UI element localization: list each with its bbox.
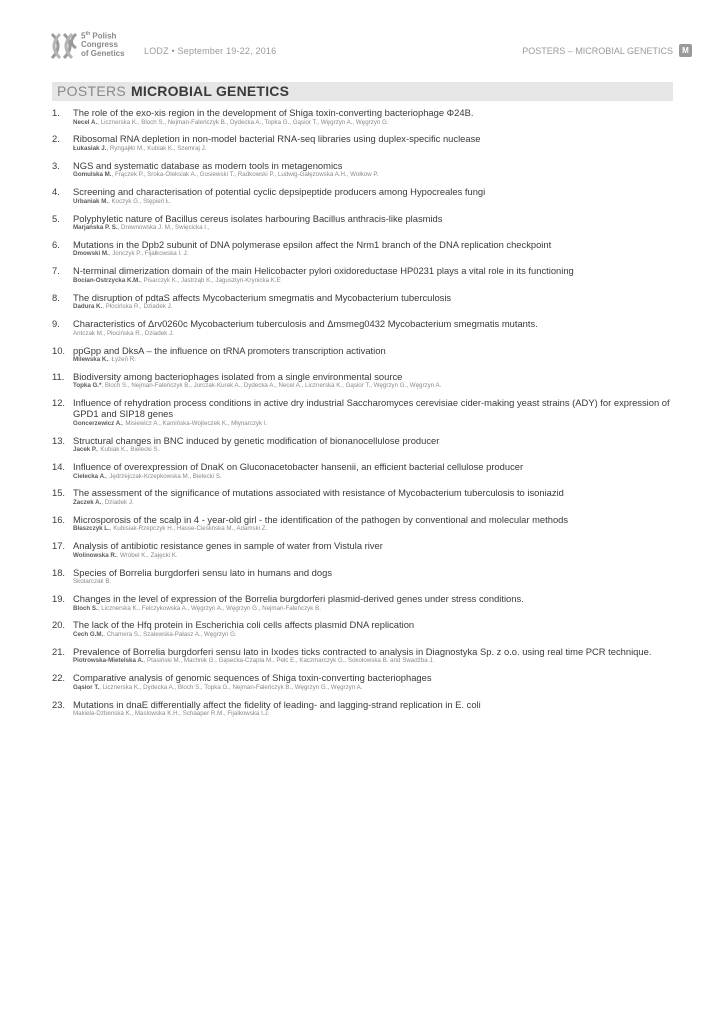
co-authors: , Ryngajłło M., Kubiak K., Szemraj J.: [106, 144, 207, 152]
poster-number: 7.: [52, 265, 60, 277]
presenting-author: Urbaniak M.: [73, 197, 109, 205]
poster-entry: [52, 646, 682, 665]
section-badge: M: [679, 44, 692, 57]
poster-number: 11.: [52, 370, 65, 382]
poster-authors: [73, 198, 682, 206]
poster-entry: [52, 345, 682, 364]
poster-title: The lack of the Hfq protein in Escherichia coli cells affects plasmid DNA replication: [73, 619, 415, 631]
poster-title: Prevalence of Borrelia burgdorferi sensu lato in Ixodes ticks contracted to analysis in Diagnostyka Sp. z o.o. using real time PCR technique.: [73, 645, 652, 657]
poster-number: 14.: [52, 461, 66, 473]
poster-authors: [73, 710, 682, 718]
presenting-author: Dadura K.: [73, 303, 103, 311]
poster-title: Microsporosis of the scalp in 4 - year-old girl - the identification of the pathogen by conventional and molecular methods: [73, 513, 569, 525]
poster-authors: [73, 330, 682, 338]
poster-number: 13.: [52, 434, 66, 446]
presenting-author: Milewska K.: [73, 356, 109, 364]
poster-authors: [73, 631, 682, 639]
presenting-author: Piotrowska-Mietelska A.: [73, 657, 144, 665]
poster-title: Screening and characterisation of potential cyclic depsipeptide producers among Hypocreales fungi: [73, 186, 486, 198]
co-authors: , Misiewicz A., Kamińska-Wojteczek K., Młynarczyk I.: [121, 419, 268, 427]
poster-authors: [73, 446, 682, 454]
poster-title: ppGpp and DksA – the influence on tRNA promoters transcription activation: [73, 344, 386, 356]
poster-authors: [73, 171, 682, 179]
poster-entry: [52, 567, 682, 586]
poster-entry: [52, 699, 682, 718]
co-authors: , Licznerska K., Felczykowska A., Węgrzyn A., Węgrzyn G., Nejman-Faleńczyk B.: [97, 604, 321, 612]
poster-number: 3.: [52, 159, 60, 171]
co-authors: Antczak M., Płocińska R., Dziadek J.: [73, 329, 174, 337]
poster-title: The disruption of pdtaS affects Mycobacterium smegmatis and Mycobacterium tuberculosis: [73, 291, 452, 303]
poster-number: 5.: [52, 212, 60, 224]
co-authors: Skotarczak B.: [73, 578, 112, 586]
co-authors: , Pisarczyk K., Jastrząb K., Jagusztyn-Krynicka K.E: [140, 276, 281, 284]
section-title-bar: [52, 82, 673, 101]
poster-number: 22.: [52, 672, 66, 684]
poster-entry: [52, 461, 682, 480]
poster-title: Mutations in the Dpb2 subunit of DNA polymerase epsilon affect the Nrm1 branch of the DNA replication checkpoint: [73, 238, 552, 250]
presenting-author: Topka G.*: [73, 382, 102, 390]
poster-authors: [73, 420, 682, 428]
poster-title: The role of the exo-xis region in the development of Shiga toxin-converting bacteriophage Φ24B.: [73, 107, 474, 118]
poster-entry: [52, 107, 682, 126]
poster-authors: [73, 277, 682, 285]
poster-entry: [52, 292, 682, 311]
poster-entry: [52, 435, 682, 454]
section-title: MICROBIAL GENETICS: [131, 83, 290, 99]
poster-entry: [52, 133, 682, 152]
co-authors: , Dziadek J.: [101, 498, 134, 506]
poster-title: NGS and systematic database as modern tools in metagenomics: [73, 159, 343, 171]
poster-number: 19.: [52, 593, 66, 605]
presenting-author: Łukasiak J.: [73, 144, 107, 152]
conference-date: LODZ • September 19-22, 2016: [144, 46, 277, 56]
poster-authors: [73, 145, 682, 153]
presenting-author: Jacek P.: [73, 446, 97, 454]
co-authors: , Jonczyk P., Fijałkowska I. J.: [108, 250, 189, 258]
poster-entry: [52, 397, 682, 427]
poster-entry: [52, 487, 682, 506]
poster-number: 17.: [52, 540, 66, 552]
presenting-author: Gomulska M.: [73, 171, 112, 179]
poster-authors: [73, 224, 682, 232]
poster-number: 20.: [52, 619, 66, 631]
co-authors: , Chamera S., Szalewska-Pałasz A., Węgrzyn G.: [103, 630, 237, 638]
poster-authors: [73, 499, 682, 507]
poster-entry: [52, 672, 682, 691]
poster-authors: [73, 303, 682, 311]
poster-title: Characteristics of Δrv0260c Mycobacterium tuberculosis and Δmsmeg0432 Mycobacterium smegmatis mutants.: [73, 318, 538, 330]
poster-entry: [52, 514, 682, 533]
poster-entry: [52, 239, 682, 258]
poster-title: N-terminal dimerization domain of the main Helicobacter pylori oxidoreductase HP0231 plays a vital role in its functioning: [73, 265, 574, 277]
presenting-author: Wolinowska R.: [73, 551, 117, 559]
poster-number: 21.: [52, 645, 66, 657]
poster-entry: [52, 593, 682, 612]
poster-number: 2.: [52, 133, 60, 145]
poster-title: Polyphyletic nature of Bacillus cereus isolates harbouring Bacillus anthracis-like plasmids: [73, 212, 443, 224]
poster-number: 6.: [52, 238, 60, 250]
poster-entry: [52, 318, 682, 337]
poster-title: Analysis of antibiotic resistance genes in sample of water from Vistula river: [73, 540, 383, 552]
poster-title: Biodiversity among bacteriophages isolated from a single environmental source: [73, 370, 403, 382]
poster-entry: [52, 265, 682, 284]
presenting-author: Bloch S.: [73, 604, 98, 612]
poster-title: Changes in the level of expression of the Borrelia burgdorferi plasmid-derived genes under stress conditions.: [73, 593, 524, 605]
poster-authors: [73, 382, 682, 390]
poster-entry: [52, 160, 682, 179]
presenting-author: Cielecka A.: [73, 472, 106, 480]
co-authors: , Kubisiak-Rzepczyk H., Hasse-Cieślińska M., Adamski Z.: [109, 525, 268, 533]
poster-authors: [73, 250, 682, 258]
co-authors: , Jędrzejczak-Krzepkowska M., Bielecki S.: [105, 472, 222, 480]
poster-number: 8.: [52, 291, 60, 303]
poster-entry: [52, 540, 682, 559]
poster-authors: [73, 684, 682, 692]
poster-entry: [52, 186, 682, 205]
presenting-author: Necel A.: [73, 118, 98, 126]
poster-number: 18.: [52, 566, 66, 578]
co-authors: , Ptasiński M., Machnik G., Gąsecka-Czapla M., Pelc E., Kaczmarczyk G., Sokołowska B. and Swadźba J.: [143, 657, 435, 665]
poster-number: 10.: [52, 344, 66, 356]
congress-logo: [50, 30, 130, 62]
poster-authors: [73, 119, 682, 127]
presenting-author: Goncerzewicz A.: [73, 419, 122, 427]
presenting-author: Żaczek A.: [73, 498, 102, 506]
presenting-author: Marjańska P. S.: [73, 224, 118, 232]
poster-number: 23.: [52, 698, 66, 710]
poster-authors: [73, 657, 682, 665]
poster-authors: [73, 525, 682, 533]
poster-authors: [73, 473, 682, 481]
co-authors: Makiela-Dzbenska K., Maslowska K.H., Schaaper R.M., Fijalkowska I.J.: [73, 710, 270, 718]
section-path: POSTERS – MICROBIAL GENETICS: [522, 46, 673, 56]
presenting-author: Dmowski M.: [73, 250, 109, 258]
poster-list: [52, 107, 682, 725]
poster-authors: [73, 552, 682, 560]
co-authors: , Wróbel K., Zajęcki K.: [116, 551, 178, 559]
poster-authors: [73, 356, 682, 364]
presenting-author: Gąsior T.: [73, 683, 100, 691]
co-authors: , Licznerska K., Dydecka A., Bloch S., Topka G., Nejman-Faleńczyk B., Węgrzyn G., Węgrzyn A.: [99, 683, 363, 691]
co-authors: , Bloch S., Nejman-Faleńczyk B., Jurczak-Kurek A., Dydecka A., Necel A., Licznerska K., Gąsior T., Węgrzyn G., Węgrzyn A.: [101, 382, 442, 390]
co-authors: , Płocińska R., Dziadek J.: [102, 303, 173, 311]
presenting-author: Błaszczyk L.: [73, 525, 110, 533]
poster-number: 4.: [52, 186, 60, 198]
co-authors: , Koczyk G., Stępień Ł.: [108, 197, 172, 205]
poster-entry: [52, 213, 682, 232]
co-authors: , Kubiak K., Bielecki S.: [96, 446, 160, 454]
poster-number: 12.: [52, 397, 66, 409]
poster-number: 1.: [52, 107, 60, 118]
co-authors: , Frączek P., Sroka-Oleksiak A., Gosiewski T., Radkowski P., Ludwig-Gałęzowska A.H., Wołkow P.: [111, 171, 379, 179]
poster-authors: [73, 578, 682, 586]
poster-number: 16.: [52, 513, 66, 525]
dna-helix-logo-icon: [50, 32, 80, 60]
poster-title: Structural changes in BNC induced by genetic modification of bionanocellulose producer: [73, 434, 440, 446]
poster-number: 15.: [52, 487, 66, 499]
poster-title: Species of Borrelia burgdorferi sensu lato in humans and dogs: [73, 566, 333, 578]
poster-title: Influence of overexpression of DnaK on Gluconacetobacter hansenii, an efficient bacterial cellulose producer: [73, 461, 524, 473]
poster-entry: [52, 371, 682, 390]
poster-entry: [52, 619, 682, 638]
poster-number: 9.: [52, 318, 60, 330]
presenting-author: Bocian-Ostrzycka K.M.: [73, 276, 141, 284]
poster-title: Mutations in dnaE differentially affect the fidelity of leading- and lagging-strand replication in E. coli: [73, 698, 481, 710]
poster-authors: [73, 605, 682, 613]
poster-title: Comparative analysis of genomic sequences of Shiga toxin-converting bacteriophages: [73, 672, 432, 684]
co-authors: , Licznerska K., Bloch S., Nejman-Faleńczyk B., Dydecka A., Topka G., Gąsior T., Węgrzyn A., Węgrzyn G.: [97, 118, 389, 126]
logo-text: 5th Polish Congress of Genetics: [81, 31, 125, 58]
co-authors: , Drewnowska J. M., Święcicka I.,: [117, 224, 210, 232]
presenting-author: Cech G.M.: [73, 630, 104, 638]
section-prefix: POSTERS: [57, 83, 127, 99]
co-authors: , Łyżeń R.: [108, 356, 136, 364]
poster-title: Influence of rehydration process conditions in active dry industrial Saccharomyces cerevisiae cider-making yeast strains (ADY) for expression of GPD1 and SIP18 genes: [73, 397, 670, 420]
page-header: [0, 0, 725, 70]
poster-title: Ribosomal RNA depletion in non-model bacterial RNA-seq libraries using duplex-specific nuclease: [73, 133, 481, 145]
poster-title: The assessment of the significance of mutations associated with resistance of Mycobacterium tuberculosis to isoniazid: [73, 487, 564, 499]
